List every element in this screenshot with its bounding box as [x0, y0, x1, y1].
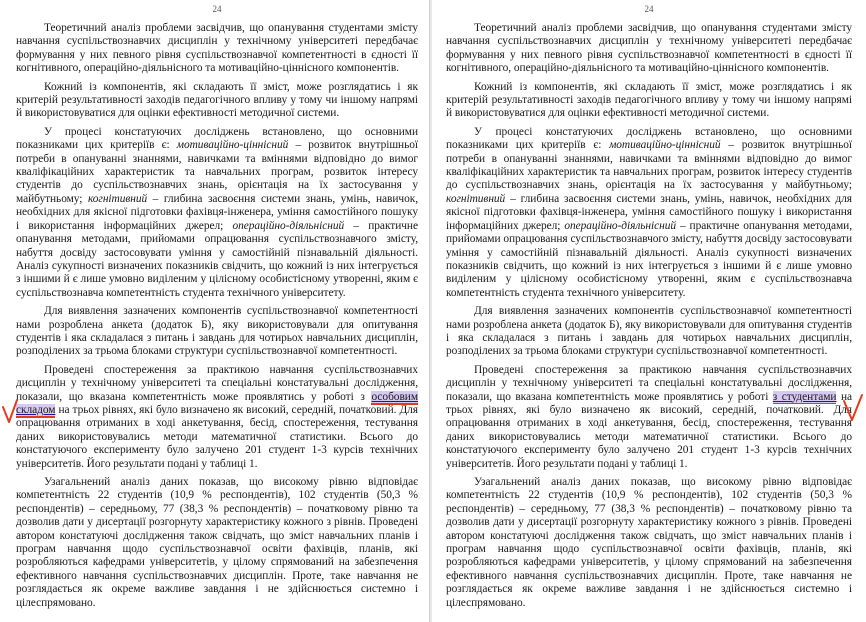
paragraph-5-text-a: Проведені спостереження за практикою навчання суспільствознавчих дисциплін у технічному університеті та спеціальні констатувальні дослідження, показали, що вказана компетентність може проявлятись у роботі з: [16, 363, 418, 403]
paragraph-2: Кожний із компонентів, які складають її зміст, може розглядатись і як критерій результативності заходів педагогічного впливу у тому чи іншому напрямі й використовуватися для оцінки ефективності методичної системи.: [446, 80, 852, 120]
paragraph-5-text-a: Проведені спостереження за практикою навчання суспільствознавчих дисциплін у технічному університеті та спеціальні констатувальні дослідження, показали, що вказана компетентність може проявлятись у роботі: [446, 363, 852, 403]
paragraph-3: [446, 126, 852, 300]
document-page-left: [0, 0, 430, 622]
paragraph-6: Узагальнений аналіз даних показав, що високому рівню відповідає компетентність 22 студентів (10,9 % респондентів), 102 студентів (50,3 % респондентів) – середньому, 77 (38,3 % респондентів) – початковому рівню та дозволив дати у дисертації розгорнуту характеристику кожного з рівнів. Проведені автором констатуючі дослідження також свідчать, що зміст навчальних планів і програм навчання щодо суспільствознавчої освіти фахівців, планів, які розробляються кафедрами університетів, у цілому спрямований на забезпечення ефективного навчання суспільствознавчих дисциплін. Проте, таке навчання не розглядається як окреме важливе завдання і не здійснюється системно і цілеспрямовано.: [446, 476, 852, 609]
paragraph-6: Узагальнений аналіз даних показав, що високому рівню відповідає компетентність 22 студентів (10,9 % респондентів), 102 студентів (50,3 % респондентів) – середньому, 77 (38,3 % респондентів) – початковому рівню та дозволив дати у дисертації розгорнуту характеристику кожного з рівнів. Проведені автором констатуючі дослідження також свідчать, що зміст навчальних планів і програм навчання щодо суспільствознавчої освіти фахівців, планів, які розробляються кафедрами університетів, у цілому спрямований на забезпечення ефективного навчання суспільствознавчих дисциплін. Проте, таке навчання не розглядається як окреме важливе завдання і не здійснюється системно і цілеспрямовано.: [16, 476, 418, 609]
paragraph-5: [446, 364, 852, 471]
page-number: 24: [212, 4, 222, 14]
term-cognitive: когнітивний: [446, 192, 506, 205]
paragraph-5-text-b: на трьох рівнях, які було визначено як високий, середній, початковий. Для опрацювання отриманих в ході анкетування, бесід, спостереження, тестування даних використовувались методи математичної статистики. Всього до констатуючого експерименту було залучено 201 студент 1-3 курсів технічних університетів. Його результати подані у таблиці 1.: [446, 390, 852, 470]
paragraph-5-text-b: на трьох рівнях, які було визначено як високий, середній, початковий. Для опрацювання отриманих в ході анкетування, бесід, спостереження, тестування даних використовувались методи математичної статистики. Всього до констатуючого експерименту було залучено 201 студент 1-3 курсів технічних університетів. Його результати подані у таблиці 1.: [16, 403, 418, 470]
paragraph-3-text-a: У процесі констатуючих досліджень встановлено, що основними показниками цих критеріїв є:: [446, 125, 852, 152]
paragraph-4: Для виявлення зазначених компонентів суспільствознавчої компетентності нами розроблена анкета (додаток Б), яку використовували для опитування студентів і яка складалася з питань і завдань для чотирьох навчальних дисциплін, розподілених за трьома блоками структури суспільствознавчої компетентності.: [16, 305, 418, 358]
term-cognitive: когнітивний: [87, 192, 148, 205]
term-operational: операційно-діяльнісний: [232, 219, 345, 232]
paragraph-3: [16, 126, 418, 300]
highlighted-phrase[interactable]: з студентами: [772, 390, 837, 403]
paragraph-2: Кожний із компонентів, які складають її зміст, може розглядатись і як критерій результативності заходів педагогічного впливу у тому чи іншому напрямі й використовуватися для оцінки ефективності методичної системи.: [16, 80, 418, 120]
paragraph-3-text-c: – глибина засвоєння системи знань, умінь, навичок, необхідних для якісної підготовки фахівця-інженера, уміння самостійного пошуку і використання інформаційних джерел;: [16, 192, 418, 232]
paragraph-4: Для виявлення зазначених компонентів суспільствознавчої компетентності нами розроблена анкета (додаток Б), яку використовували для опитування студентів і яка складалася з питань і завдань для чотирьох навчальних дисциплін, розподілених за трьома блоками структури суспільствознавчої компетентності.: [446, 305, 852, 358]
paragraph-1: Теоретичний аналіз проблеми засвідчив, що опанування студентами змісту навчання суспільствознавчих дисциплін у технічному університеті передбачає формування у них певного рівня суспільствознавчої компетентності в єдності її когнітивного, операційно-діяльнісного та мотиваційно-ціннісного компонентів.: [16, 22, 418, 75]
term-motivational: мотиваційно-ціннісний: [609, 139, 721, 152]
page-number: 24: [644, 4, 654, 14]
paragraph-5: [16, 364, 418, 471]
paragraph-1: Теоретичний аналіз проблеми засвідчив, що опанування студентами змісту навчання суспільствознавчих дисциплін у технічному університеті передбачає формування у них певного рівня суспільствознавчої компетентності в єдності її когнітивного, операційно-діяльнісного та мотиваційно-ціннісного компонентів.: [446, 22, 852, 75]
paragraph-3-text-c: – глибина засвоєння системи знань, умінь, навичок, необхідних для якісної підготовки фахівця-інженера, уміння самостійного пошуку і використання інформаційних джерел;: [446, 192, 852, 232]
paragraph-3-text-d: – практичне опанування методами, прийомами опрацювання суспільствознавчого змісту, набуття досвіду застосовувати уміння у самостійній пізнавальній діяльності. Аналіз сукупності визначених показників свідчить, що кожний із них інтегрується з іншими й є лише умовно виділеним у цілісному особистісному утворенні, яким є суспільствознавча компетентність студента технічного університету.: [446, 219, 853, 299]
document-page-right: [432, 0, 866, 622]
highlighted-phrase[interactable]: особовим складом: [16, 390, 418, 416]
term-operational: операційно-діяльнісний: [564, 219, 677, 232]
paragraph-3-text-a: У процесі констатуючих досліджень встановлено, що основними показниками цих критеріїв є:: [16, 125, 418, 152]
paragraph-3-text-b: – розвиток внутрішньої потреби в опануванні знаннями, навичками та вміннями відповідно до вимог кваліфікаційних характеристик та навчальних програм, розвиток інтересу студентів до суспільствознавчих знань, орієнтація на їх застосування у майбутньому;: [16, 139, 418, 205]
term-motivational: мотиваційно-ціннісний: [176, 139, 289, 152]
paragraph-3-text-b: – розвиток внутрішньої потреби в опануванні знаннями, навичками та вміннями відповідно до вимог кваліфікаційних характеристик та навчальних програм, розвиток інтересу студентів до суспільствознавчих знань, орієнтація на їх застосування у майбутньому;: [446, 139, 853, 192]
paragraph-3-text-d: – практичне опанування методами, прийомами опрацювання суспільствознавчого змісту, набуття досвіду застосовувати уміння у самостійній пізнавальній діяльності. Аналіз сукупності визначених показників свідчить, що кожний із них інтегрується з іншими й є лише умовно виділеним у цілісному особистісному утворенні, яким є суспільствознавча компетентність студента технічного університету.: [16, 219, 418, 299]
